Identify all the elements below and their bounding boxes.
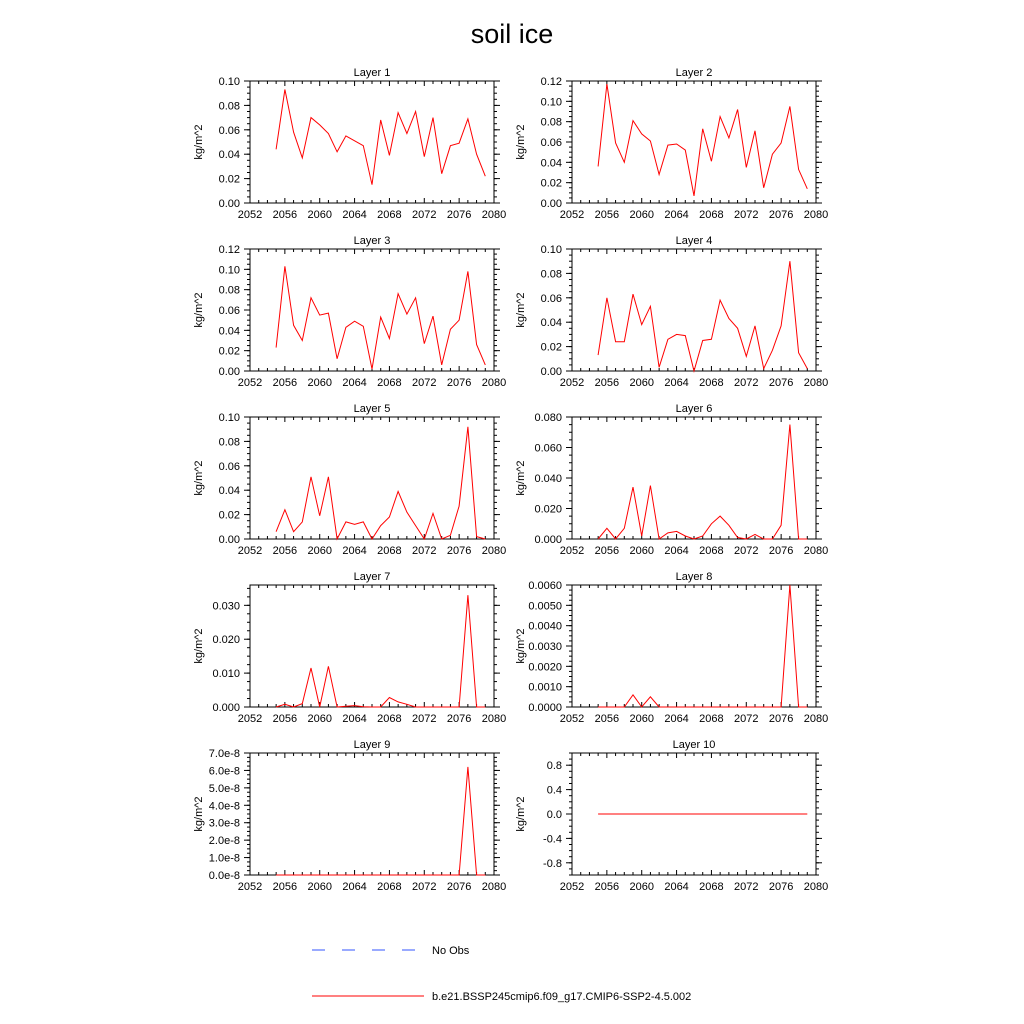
y-tick-label: 0.04 (540, 317, 562, 330)
x-tick-label: 2076 (446, 545, 472, 557)
x-tick-label: 2060 (629, 209, 654, 221)
panel-grid (193, 67, 828, 893)
x-tick-label: 2080 (803, 881, 829, 893)
y-axis-label: kg/m^2 (515, 460, 527, 496)
y-tick-label: 0.010 (212, 668, 240, 681)
y-tick-label: 0.0020 (528, 661, 562, 674)
x-tick-label: 2076 (446, 377, 472, 389)
panel-title: Layer 6 (675, 403, 713, 415)
y-tick-label: 0.06 (218, 305, 240, 317)
y-tick-label: 0.00 (218, 198, 240, 210)
panel-layer-5 (193, 403, 506, 557)
y-tick-label: 0.10 (218, 264, 240, 277)
panel-title: Layer 5 (353, 403, 391, 415)
x-tick-label: 2076 (768, 545, 794, 557)
x-tick-label: 2068 (699, 209, 724, 221)
y-tick-label: 0.0030 (528, 641, 562, 653)
y-tick-label: 0.04 (218, 325, 240, 338)
x-tick-label: 2052 (559, 881, 585, 893)
x-tick-label: 2076 (446, 881, 472, 893)
y-tick-label: 0.000 (534, 534, 562, 546)
y-tick-label: 0.12 (218, 244, 240, 256)
y-tick-label: -0.8 (543, 857, 562, 870)
y-tick-label: 0.02 (218, 173, 240, 186)
x-tick-label: 2052 (559, 713, 585, 725)
y-tick-label: 0.04 (218, 149, 240, 162)
x-tick-label: 2068 (699, 713, 724, 725)
x-tick-label: 2076 (768, 881, 794, 893)
x-tick-label: 2076 (446, 713, 472, 725)
series-line-layer-9 (276, 767, 485, 875)
series-line-layer-3 (276, 266, 485, 369)
x-tick-label: 2072 (412, 377, 437, 389)
x-tick-label: 2060 (307, 545, 332, 557)
y-tick-label: 0.04 (540, 157, 562, 170)
series-line-layer-7 (276, 595, 485, 707)
series-line-layer-2 (598, 84, 807, 196)
x-tick-label: 2056 (594, 713, 620, 725)
y-tick-label: 0.020 (212, 634, 240, 647)
x-tick-label: 2056 (594, 545, 620, 557)
x-tick-label: 2068 (377, 545, 402, 557)
legend-label-no-obs: No Obs (432, 945, 470, 957)
x-tick-label: 2056 (272, 545, 298, 557)
y-tick-label: 0.00 (540, 366, 562, 378)
x-tick-label: 2080 (481, 713, 507, 725)
x-tick-label: 2072 (734, 377, 759, 389)
y-tick-label: 0.060 (534, 442, 562, 455)
x-tick-label: 2056 (594, 377, 620, 389)
y-axis-label: kg/m^2 (193, 292, 205, 328)
y-tick-label: 0.0010 (528, 681, 562, 694)
y-tick-label: 0.06 (218, 460, 240, 473)
y-tick-label: 0.030 (212, 600, 240, 613)
x-tick-label: 2072 (412, 713, 437, 725)
y-tick-label: 0.8 (546, 760, 562, 773)
y-tick-label: 0.06 (218, 124, 240, 137)
x-tick-label: 2056 (272, 881, 298, 893)
series-line-layer-6 (598, 425, 807, 539)
plot-frame (250, 753, 494, 875)
x-tick-label: 2080 (481, 545, 507, 557)
plot-frame (572, 417, 816, 539)
panel-layer-6 (515, 403, 828, 557)
panel-layer-4 (515, 235, 828, 389)
legend (312, 945, 691, 1003)
series-line-layer-1 (276, 90, 485, 185)
x-tick-label: 2080 (803, 545, 829, 557)
x-tick-label: 2056 (272, 377, 298, 389)
y-tick-label: 6.0e-8 (208, 765, 240, 778)
y-axis-label: kg/m^2 (193, 628, 205, 664)
y-tick-label: 0.08 (218, 284, 240, 297)
panel-layer-7 (193, 571, 506, 725)
x-tick-label: 2068 (699, 881, 724, 893)
panel-title: Layer 9 (353, 739, 391, 751)
series-line-layer-8 (598, 585, 807, 707)
y-tick-label: 0.000 (212, 702, 240, 714)
x-tick-label: 2064 (664, 545, 689, 557)
y-tick-label: 0.02 (540, 341, 562, 354)
x-tick-label: 2068 (377, 713, 402, 725)
y-tick-label: 0.0040 (528, 620, 562, 633)
x-tick-label: 2064 (342, 881, 367, 893)
x-tick-label: 2056 (594, 881, 620, 893)
panel-title: Layer 10 (672, 739, 716, 751)
x-tick-label: 2064 (342, 377, 367, 389)
y-tick-label: 0.0000 (528, 702, 562, 714)
y-axis-label: kg/m^2 (515, 796, 527, 832)
panel-layer-2 (515, 67, 828, 221)
x-tick-label: 2052 (559, 377, 585, 389)
x-tick-label: 2052 (237, 209, 263, 221)
x-tick-label: 2072 (734, 881, 759, 893)
series-line-layer-4 (598, 261, 807, 371)
y-tick-label: 0.06 (540, 137, 562, 149)
y-axis-label: kg/m^2 (193, 796, 205, 832)
x-tick-label: 2080 (803, 209, 829, 221)
x-tick-label: 2072 (412, 545, 437, 557)
y-tick-label: 7.0e-8 (208, 748, 240, 760)
legend-label-model-run: b.e21.BSSP245cmip6.f09_g17.CMIP6-SSP2-4.5.002 (432, 991, 692, 1003)
y-tick-label: 0.0e-8 (208, 870, 240, 882)
y-tick-label: 0.10 (540, 244, 562, 256)
y-tick-label: 0.4 (546, 784, 562, 797)
y-tick-label: 0.040 (534, 473, 562, 485)
x-tick-label: 2080 (803, 377, 829, 389)
y-tick-label: 4.0e-8 (208, 800, 240, 813)
x-tick-label: 2052 (237, 377, 263, 389)
x-tick-label: 2080 (481, 881, 507, 893)
y-tick-label: 0.02 (218, 345, 240, 358)
panel-title: Layer 7 (353, 571, 391, 583)
x-tick-label: 2068 (377, 377, 402, 389)
plot-frame (572, 585, 816, 707)
panel-layer-10 (515, 739, 828, 893)
x-tick-label: 2064 (342, 713, 367, 725)
y-tick-label: 0.0050 (528, 600, 562, 613)
x-tick-label: 2052 (237, 545, 263, 557)
y-tick-label: 0.06 (540, 292, 562, 305)
x-tick-label: 2056 (594, 209, 620, 221)
x-tick-label: 2068 (377, 209, 402, 221)
x-tick-label: 2060 (307, 713, 332, 725)
y-tick-label: 3.0e-8 (208, 817, 240, 830)
x-tick-label: 2076 (768, 377, 794, 389)
x-tick-label: 2080 (481, 377, 507, 389)
panel-layer-9 (193, 739, 506, 893)
y-axis-label: kg/m^2 (515, 124, 527, 160)
y-tick-label: 0.10 (218, 76, 240, 88)
y-tick-label: 0.08 (218, 100, 240, 113)
y-tick-label: 2.0e-8 (208, 835, 240, 848)
y-tick-label: 0.0 (546, 809, 562, 821)
plot-frame (250, 249, 494, 371)
x-tick-label: 2076 (446, 209, 472, 221)
x-tick-label: 2064 (664, 209, 689, 221)
x-tick-label: 2072 (734, 209, 759, 221)
x-tick-label: 2080 (803, 713, 829, 725)
x-tick-label: 2060 (629, 881, 654, 893)
x-tick-label: 2076 (768, 713, 794, 725)
panel-layer-1 (193, 67, 506, 221)
y-tick-label: 0.10 (540, 96, 562, 109)
y-tick-label: 0.0060 (528, 580, 562, 592)
x-tick-label: 2068 (699, 377, 724, 389)
x-tick-label: 2060 (629, 545, 654, 557)
y-axis-label: kg/m^2 (515, 628, 527, 664)
y-tick-label: 5.0e-8 (208, 782, 240, 795)
x-tick-label: 2056 (272, 713, 298, 725)
x-tick-label: 2060 (307, 377, 332, 389)
x-tick-label: 2064 (664, 713, 689, 725)
x-tick-label: 2064 (664, 377, 689, 389)
x-tick-label: 2072 (734, 545, 759, 557)
x-tick-label: 2072 (412, 209, 437, 221)
x-tick-label: 2060 (307, 209, 332, 221)
plot-frame (250, 417, 494, 539)
x-tick-label: 2072 (412, 881, 437, 893)
x-tick-label: 2060 (629, 377, 654, 389)
y-tick-label: 0.12 (540, 76, 562, 88)
series-line-layer-5 (276, 427, 485, 539)
x-tick-label: 2064 (342, 545, 367, 557)
x-tick-label: 2056 (272, 209, 298, 221)
y-tick-label: -0.4 (543, 833, 562, 846)
y-tick-label: 0.04 (218, 485, 240, 498)
x-tick-label: 2052 (237, 713, 263, 725)
panel-layer-8 (515, 571, 828, 725)
x-tick-label: 2064 (664, 881, 689, 893)
panel-title: Layer 2 (675, 67, 713, 79)
panel-title: Layer 3 (353, 235, 391, 247)
figure-title: soil ice (470, 19, 554, 49)
y-tick-label: 0.10 (218, 412, 240, 424)
panel-title: Layer 8 (675, 571, 713, 583)
x-tick-label: 2068 (377, 881, 402, 893)
y-tick-label: 0.080 (534, 412, 562, 424)
y-tick-label: 0.02 (540, 177, 562, 190)
x-tick-label: 2076 (768, 209, 794, 221)
x-tick-label: 2068 (699, 545, 724, 557)
x-tick-label: 2052 (237, 881, 263, 893)
y-axis-label: kg/m^2 (515, 292, 527, 328)
y-tick-label: 0.00 (540, 198, 562, 210)
plot-frame (572, 81, 816, 203)
y-tick-label: 0.020 (534, 503, 562, 516)
plot-frame (250, 585, 494, 707)
y-axis-label: kg/m^2 (193, 460, 205, 496)
y-axis-label: kg/m^2 (193, 124, 205, 160)
y-tick-label: 0.08 (540, 268, 562, 281)
y-tick-label: 0.00 (218, 366, 240, 378)
y-tick-label: 0.08 (540, 116, 562, 129)
y-tick-label: 0.00 (218, 534, 240, 546)
panel-title: Layer 1 (353, 67, 391, 79)
panel-layer-3 (193, 235, 506, 389)
y-tick-label: 0.08 (218, 436, 240, 449)
x-tick-label: 2060 (629, 713, 654, 725)
x-tick-label: 2080 (481, 209, 507, 221)
x-tick-label: 2072 (734, 713, 759, 725)
x-tick-label: 2064 (342, 209, 367, 221)
panel-title: Layer 4 (675, 235, 713, 247)
x-tick-label: 2052 (559, 545, 585, 557)
y-tick-label: 1.0e-8 (208, 852, 240, 865)
x-tick-label: 2052 (559, 209, 585, 221)
y-tick-label: 0.02 (218, 509, 240, 522)
x-tick-label: 2060 (307, 881, 332, 893)
plot-frame (572, 249, 816, 371)
